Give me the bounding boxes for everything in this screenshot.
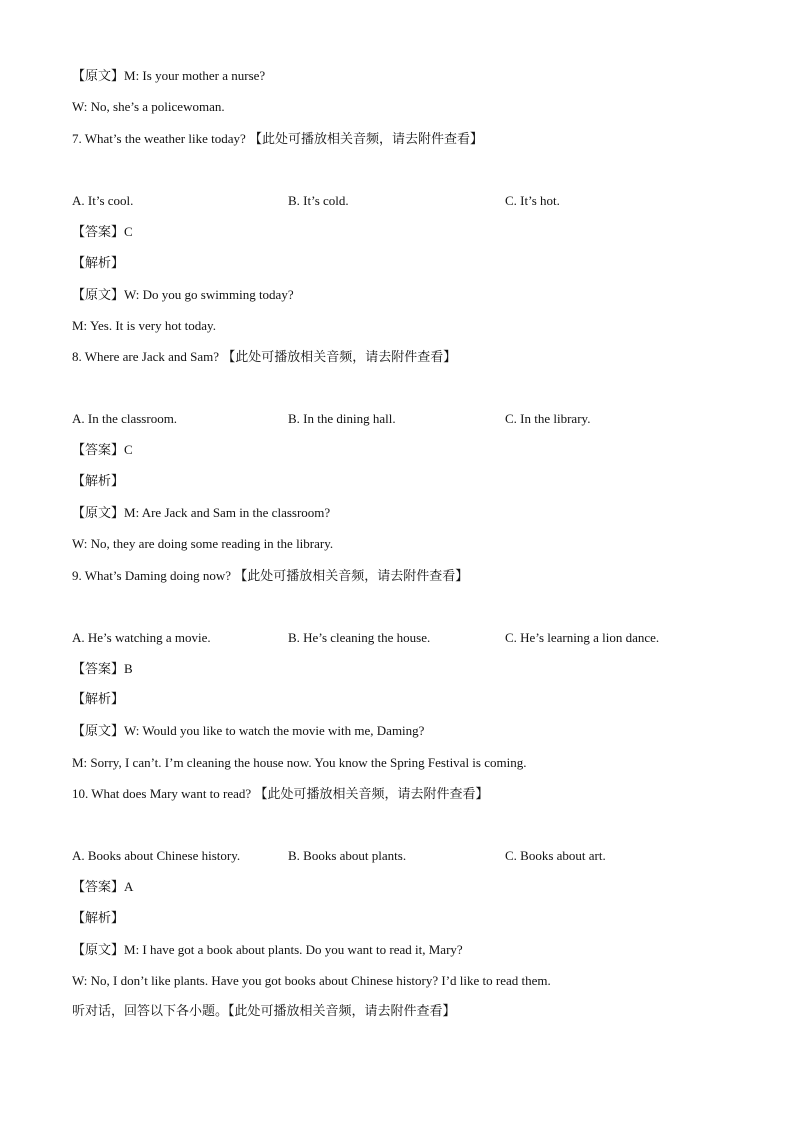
option-a: A. In the classroom. [72,411,178,426]
answer-line [72,661,133,678]
answer-tag: 【答案】 [72,880,125,895]
transcript-line [72,723,424,740]
answer-value: C [124,224,133,239]
transcript-line: W: No, they are doing some reading in the library. [72,536,334,551]
answer-tag: 【答案】 [72,443,125,458]
transcript-line [72,287,294,304]
question-text: 8. Where are Jack and Sam? [72,349,223,364]
option-c: C. It’s hot. [505,193,560,208]
option-c: C. In the library. [505,411,591,426]
answer-tag: 【答案】 [72,662,125,677]
question-7 [72,131,483,148]
options-row-8 [72,411,752,427]
answer-value: B [124,661,133,676]
options-row-10 [72,848,752,864]
audio-note-link[interactable]: 【此处可播放相关音频，请去附件查看】 [254,787,489,802]
audio-note-link[interactable]: 【此处可播放相关音频，请去附件查看】 [228,1004,456,1019]
answer-value: C [124,442,133,457]
option-c: C. Books about art. [505,848,606,863]
option-b: B. Books about plants. [288,848,407,863]
analysis-tag: 【解析】 [72,256,125,271]
audio-note-link[interactable]: 【此处可播放相关音频，请去附件查看】 [222,350,457,365]
transcript-text: M: Is your mother a nurse? [124,68,266,83]
analysis-tag: 【解析】 [72,692,125,707]
question-text: 9. What’s Daming doing now? [72,568,235,583]
question-8 [72,349,456,366]
analysis-tag: 【解析】 [72,911,125,926]
transcript-tag: 【原文】 [72,724,125,739]
transcript-text: W: Would you like to watch the movie with me, Daming? [124,723,425,738]
transcript-line [72,505,330,522]
transcript-text: W: Do you go swimming today? [124,287,294,302]
answer-line [72,442,133,459]
audio-note-link[interactable]: 【此处可播放相关音频，请去附件查看】 [234,569,469,584]
section-instruction [72,1004,456,1020]
transcript-tag: 【原文】 [72,288,125,303]
transcript-line: M: Yes. It is very hot today. [72,318,216,333]
transcript-tag: 【原文】 [72,943,125,958]
options-row-9 [72,630,752,646]
option-a: A. It’s cool. [72,193,134,208]
question-text: 10. What does Mary want to read? [72,786,255,801]
question-text: 7. What’s the weather like today? [72,131,250,146]
options-row-7 [72,193,752,209]
option-b: B. In the dining hall. [288,411,396,426]
transcript-line: M: Sorry, I can’t. I’m cleaning the house now. You know the Spring Festival is coming. [72,755,527,770]
answer-line [72,879,133,896]
transcript-text: M: I have got a book about plants. Do you want to read it, Mary? [124,942,463,957]
instruction-text: 听对话，回答以下各小题。 [72,1004,229,1019]
transcript-tag: 【原文】 [72,69,125,84]
audio-note-link[interactable]: 【此处可播放相关音频，请去附件查看】 [249,132,484,147]
option-a: A. He’s watching a movie. [72,630,211,645]
transcript-line [72,68,265,85]
option-a: A. Books about Chinese history. [72,848,241,863]
option-b: B. He’s cleaning the house. [288,630,431,645]
answer-value: A [124,879,134,894]
transcript-tag: 【原文】 [72,506,125,521]
answer-tag: 【答案】 [72,225,125,240]
transcript-text: M: Are Jack and Sam in the classroom? [124,505,331,520]
transcript-line: W: No, I don’t like plants. Have you got books about Chinese history? I’d like to read them. [72,973,551,988]
analysis-tag: 【解析】 [72,474,125,489]
transcript-line [72,942,463,959]
option-b: B. It’s cold. [288,193,349,208]
question-9 [72,568,468,585]
answer-line [72,224,133,241]
option-c: C. He’s learning a lion dance. [505,630,660,645]
transcript-line: W: No, she’s a policewoman. [72,99,225,114]
question-10 [72,786,488,803]
